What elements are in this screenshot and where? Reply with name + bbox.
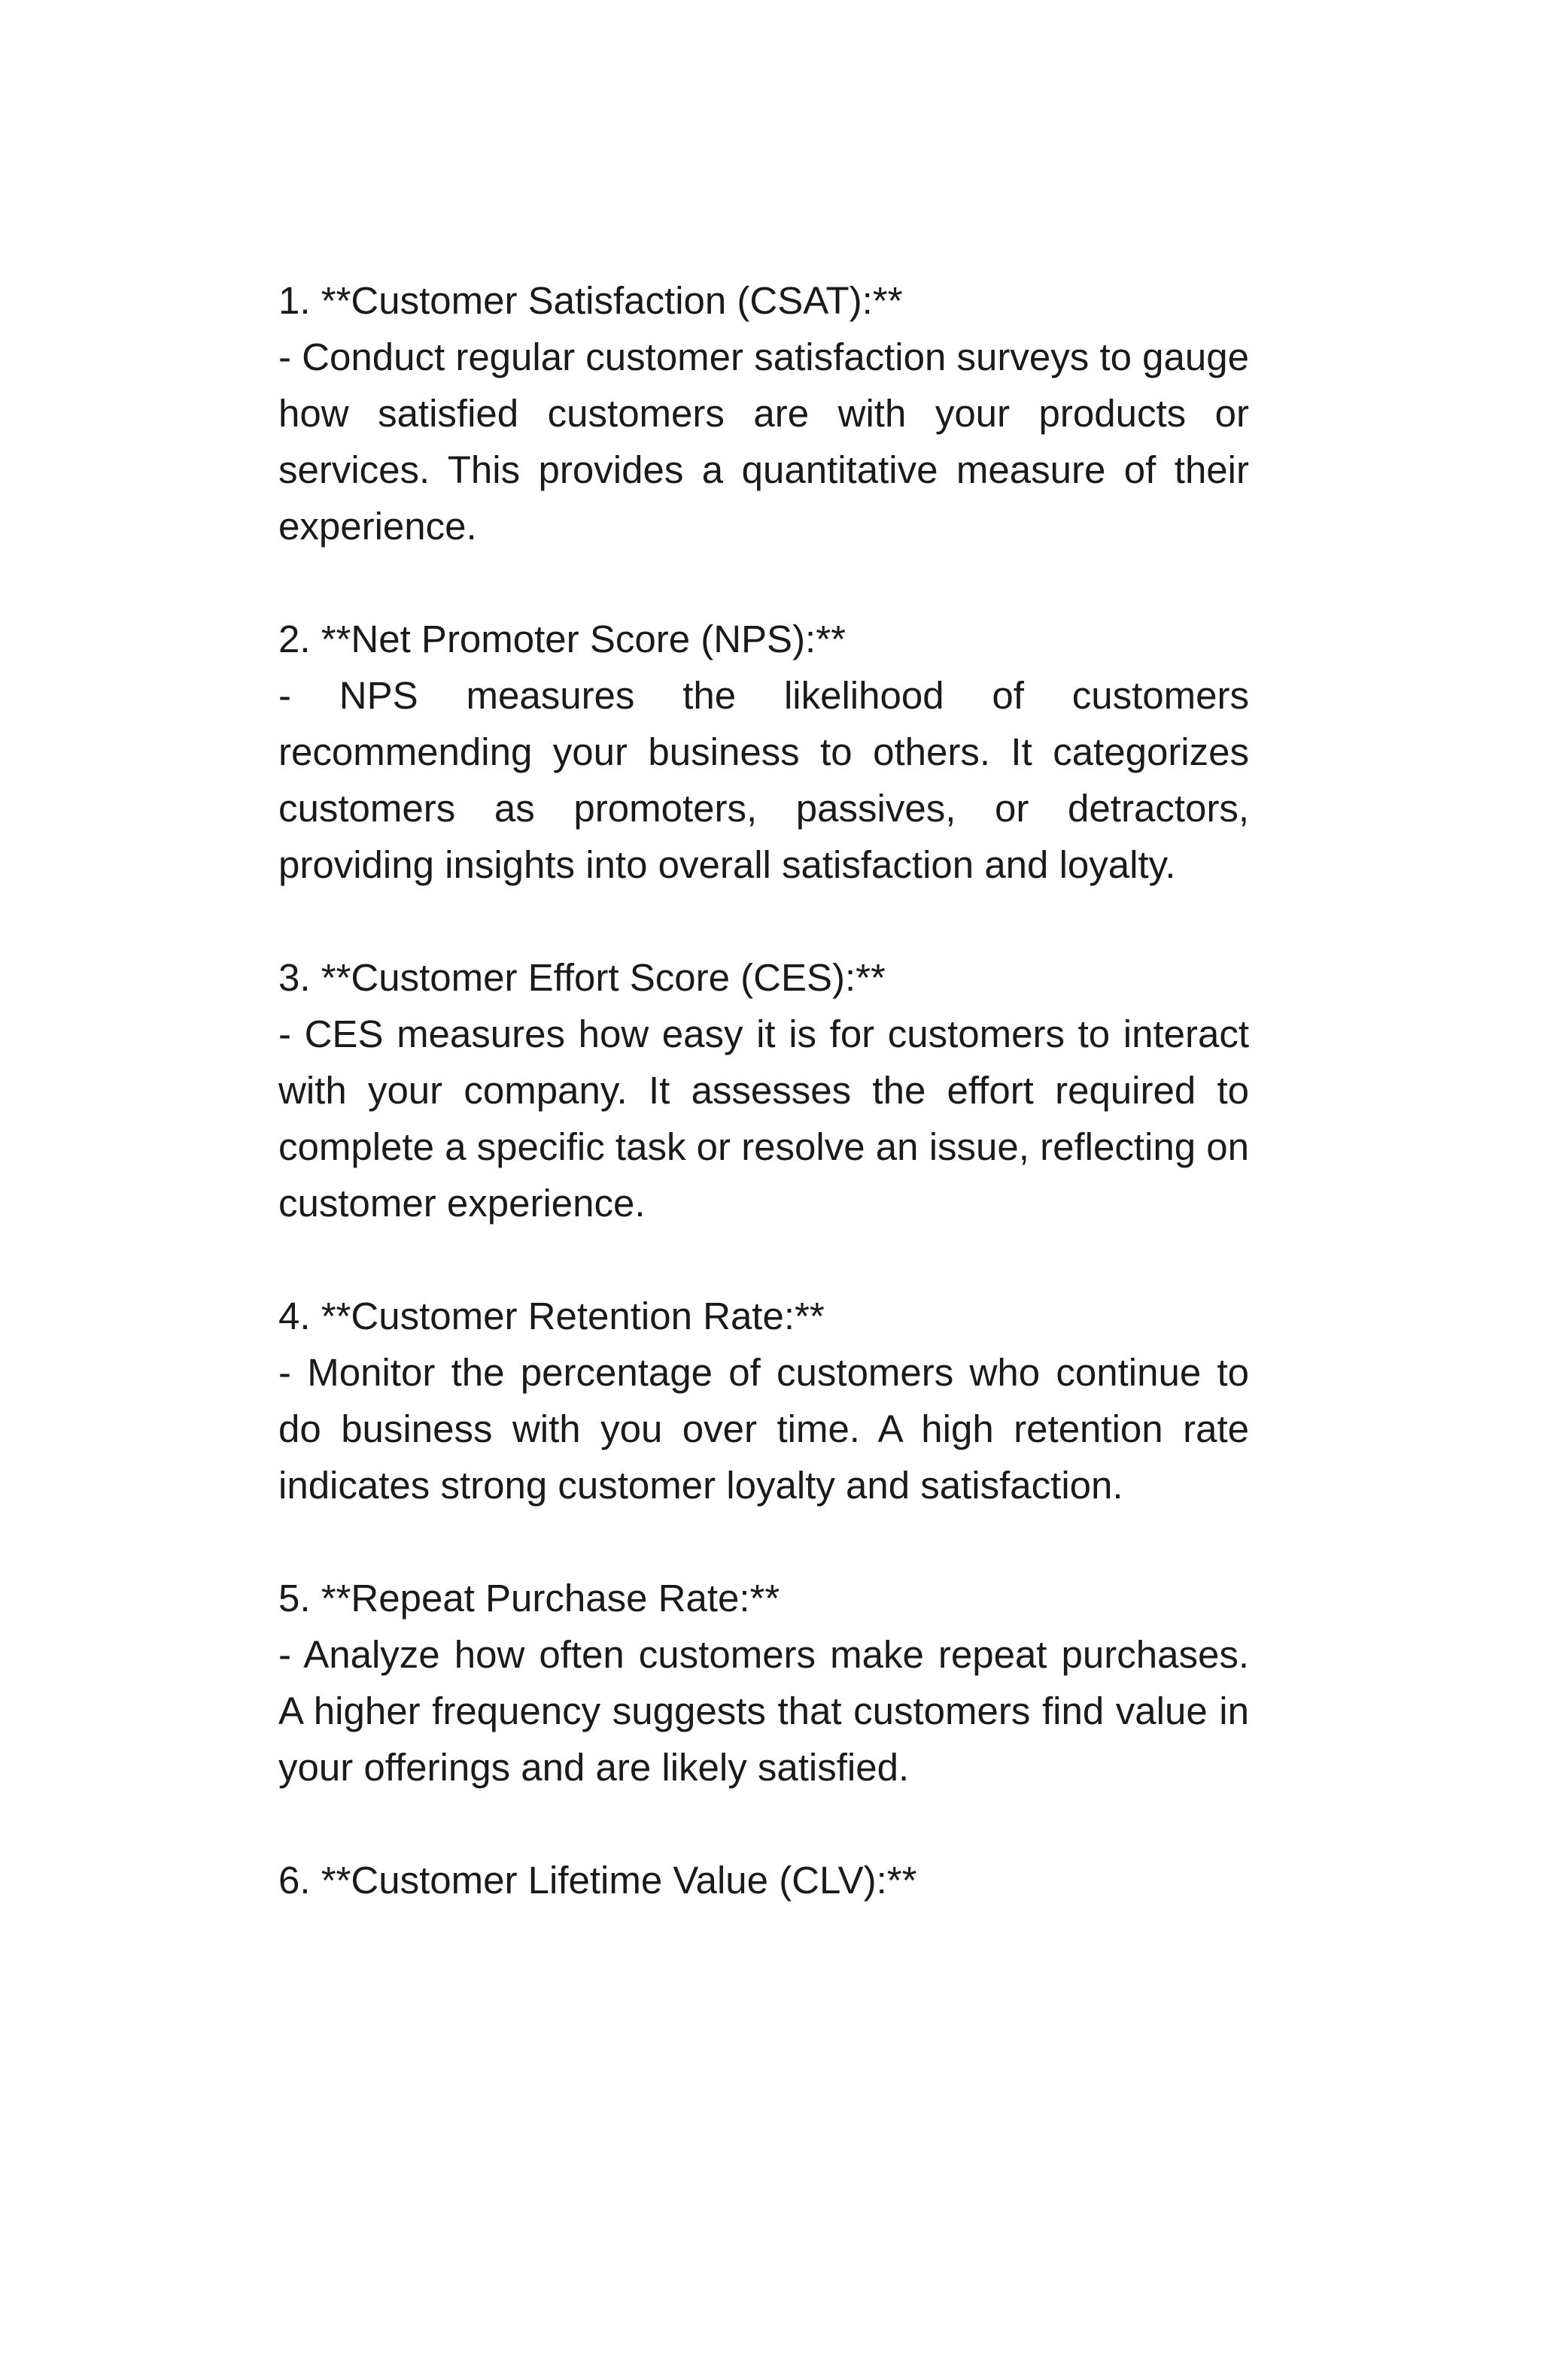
list-item: [278, 1852, 1249, 1908]
item-title-nps: 2. **Net Promoter Score (NPS):**: [278, 618, 846, 660]
document-content: [278, 272, 1249, 1965]
item-title-ces: 3. **Customer Effort Score (CES):**: [278, 956, 886, 999]
item-description-ces: - CES measures how easy it is for customers to interact with your company. It assesses the effort required to complete a specific task or resolve an issue, reflecting on customer experience.: [278, 1012, 1249, 1225]
item-title-retention: 4. **Customer Retention Rate:**: [278, 1295, 825, 1337]
list-item: [278, 1570, 1249, 1796]
list-item: [278, 272, 1249, 554]
item-title-repeat-purchase: 5. **Repeat Purchase Rate:**: [278, 1577, 780, 1620]
list-item: [278, 611, 1249, 893]
item-title-clv: 6. **Customer Lifetime Value (CLV):**: [278, 1859, 917, 1902]
list-item: [278, 1288, 1249, 1513]
item-description-csat: - Conduct regular customer satisfaction surveys to gauge how satisfied customers are with your products or services. This provides a quantitative measure of their experience.: [278, 335, 1249, 548]
item-description-repeat-purchase: - Analyze how often customers make repeat purchases. A higher frequency suggests that customers find value in your offerings and are likely satisfied.: [278, 1633, 1249, 1789]
item-description-retention: - Monitor the percentage of customers who continue to do business with you over time. A high retention rate indicates strong customer loyalty and satisfaction.: [278, 1351, 1249, 1507]
list-item: [278, 949, 1249, 1231]
item-title-csat: 1. **Customer Satisfaction (CSAT):**: [278, 279, 903, 322]
item-description-nps: - NPS measures the likelihood of customers recommending your business to others. It categorizes customers as promoters, passives, or detractors, providing insights into overall satisfaction and loyalty.: [278, 674, 1249, 886]
